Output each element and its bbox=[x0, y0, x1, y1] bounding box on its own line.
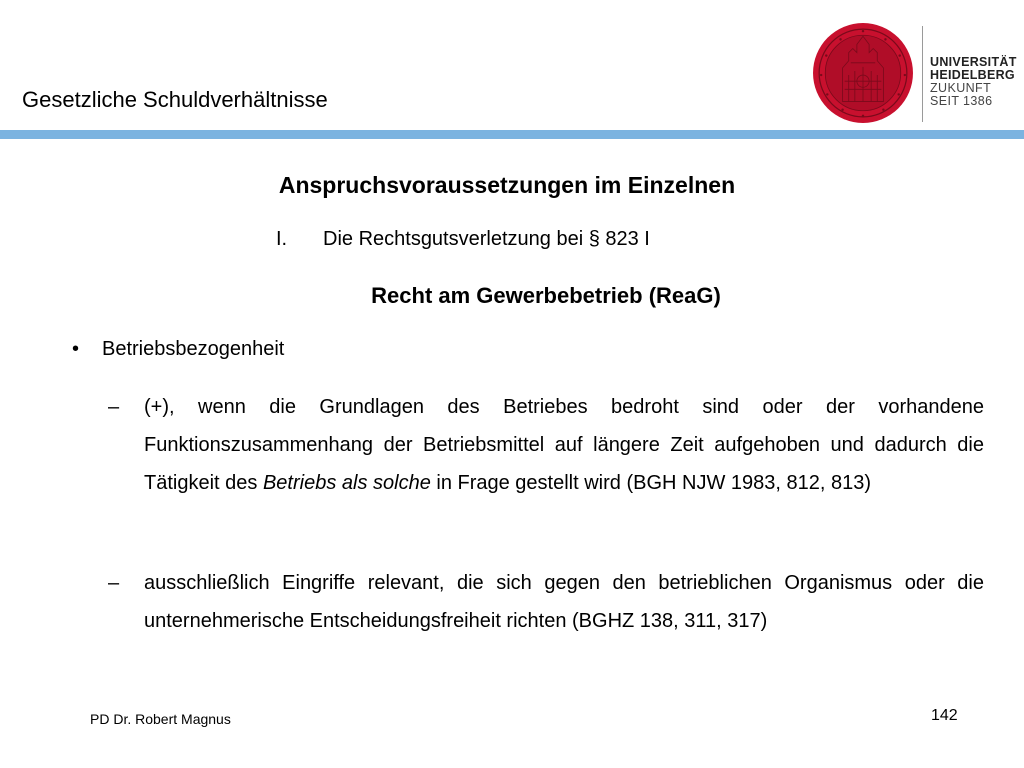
footer-author: PD Dr. Robert Magnus bbox=[90, 711, 231, 727]
header-title: Gesetzliche Schuldverhältnisse bbox=[22, 87, 328, 112]
logo-line-heidelberg: HEIDELBERG bbox=[930, 68, 1015, 82]
dash-item-1-text-start: (+), wenn die Grundlagen des Betriebes bedroht sind oder der vorhandene Funktionszusammenhang der Betriebsmittel auf längere Zeit aufgehoben und dadurch die Tätigkeit des bbox=[144, 396, 984, 494]
dash-symbol: – bbox=[108, 396, 120, 418]
subheading bbox=[276, 228, 650, 251]
dash-item-2-text: ausschließlich Eingriffe relevant, die sich gegen den betrieblichen Organismus oder die unternehmerische Entscheidungsfreiheit richten (BGHZ 138, 311, 317) bbox=[144, 572, 984, 632]
dash-item-1-text bbox=[144, 388, 984, 502]
dash-item-1 bbox=[108, 388, 984, 502]
logo-line-universitaet: UNIVERSITÄT bbox=[930, 55, 1017, 69]
university-logo bbox=[812, 22, 1017, 127]
bullet-symbol: • bbox=[72, 338, 80, 360]
section-title: Recht am Gewerbebetrieb (ReaG) bbox=[371, 283, 721, 308]
bullet-text: Betriebsbezogenheit bbox=[102, 338, 285, 360]
slide-title: Anspruchsvoraussetzungen im Einzelnen bbox=[278, 172, 736, 198]
university-seal-icon bbox=[812, 22, 914, 124]
logo-divider bbox=[922, 26, 923, 122]
header-bar bbox=[0, 130, 1024, 139]
page-number: 142 bbox=[931, 707, 958, 724]
logo-wordmark bbox=[930, 56, 1017, 108]
dash-symbol: – bbox=[108, 572, 120, 594]
bullet-item bbox=[72, 338, 284, 361]
logo-line-zukunft: ZUKUNFT bbox=[930, 81, 992, 95]
logo-line-seit: SEIT 1386 bbox=[930, 94, 993, 108]
subheading-text: Die Rechtsgutsverletzung bei § 823 I bbox=[323, 228, 650, 250]
dash-item-1-text-end: in Frage gestellt wird (BGH NJW 1983, 812, 813) bbox=[430, 472, 872, 494]
dash-item-2 bbox=[108, 564, 984, 640]
dash-item-1-italic: Betriebs als solche bbox=[262, 472, 431, 494]
subheading-number: I. bbox=[276, 228, 288, 250]
